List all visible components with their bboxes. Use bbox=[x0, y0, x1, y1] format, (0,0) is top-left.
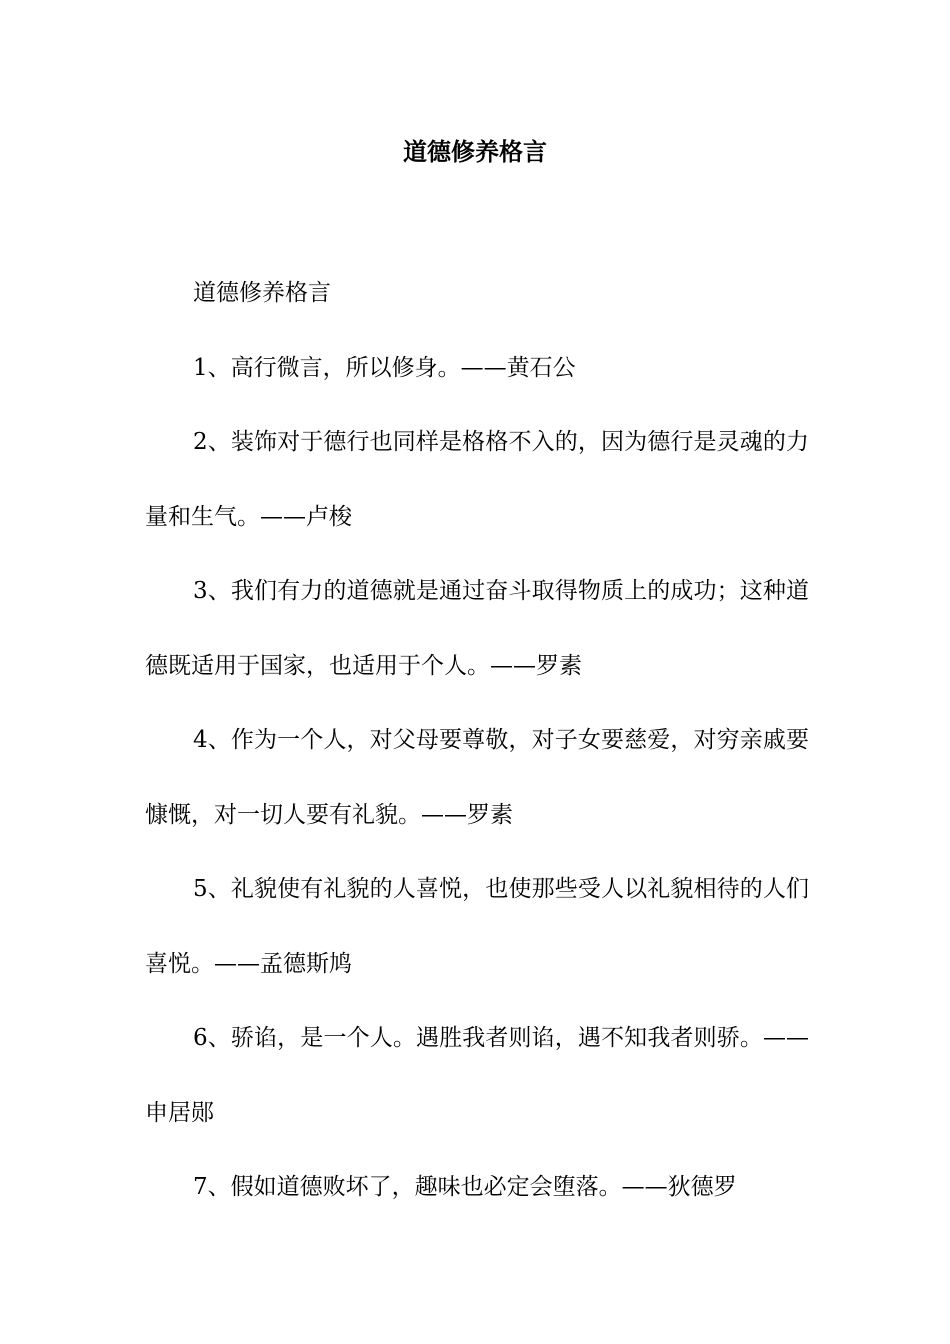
quote-paragraph: 2、装饰对于德行也同样是格格不入的，因为德行是灵魂的力量和生气。——卢梭 bbox=[145, 429, 809, 530]
quote-paragraph: 3、我们有力的道德就是通过奋斗取得物质上的成功；这种道德既适用于国家，也适用于个人。——罗素 bbox=[145, 578, 809, 679]
quote-paragraph: 4、作为一个人，对父母要尊敬，对子女要慈爱，对穷亲戚要慷慨，对一切人要有礼貌。——罗素 bbox=[145, 727, 809, 828]
quote-paragraph: 7、假如道德败坏了，趣味也必定会堕落。——狄德罗 bbox=[193, 1174, 737, 1200]
quote-paragraph: 5、礼貌使有礼貌的人喜悦，也使那些受人以礼貌相待的人们喜悦。——孟德斯鸠 bbox=[145, 876, 809, 977]
quote-paragraph: 1、高行微言，所以修身。——黄石公 bbox=[193, 354, 576, 381]
quote-paragraph: 6、骄谄，是一个人。遇胜我者则谄，遇不知我者则骄。——申居郧 bbox=[145, 1025, 809, 1126]
section-heading: 道德修养格言 bbox=[193, 280, 331, 306]
document-body bbox=[145, 256, 809, 1225]
document-title: 道德修养格言 bbox=[403, 137, 547, 166]
